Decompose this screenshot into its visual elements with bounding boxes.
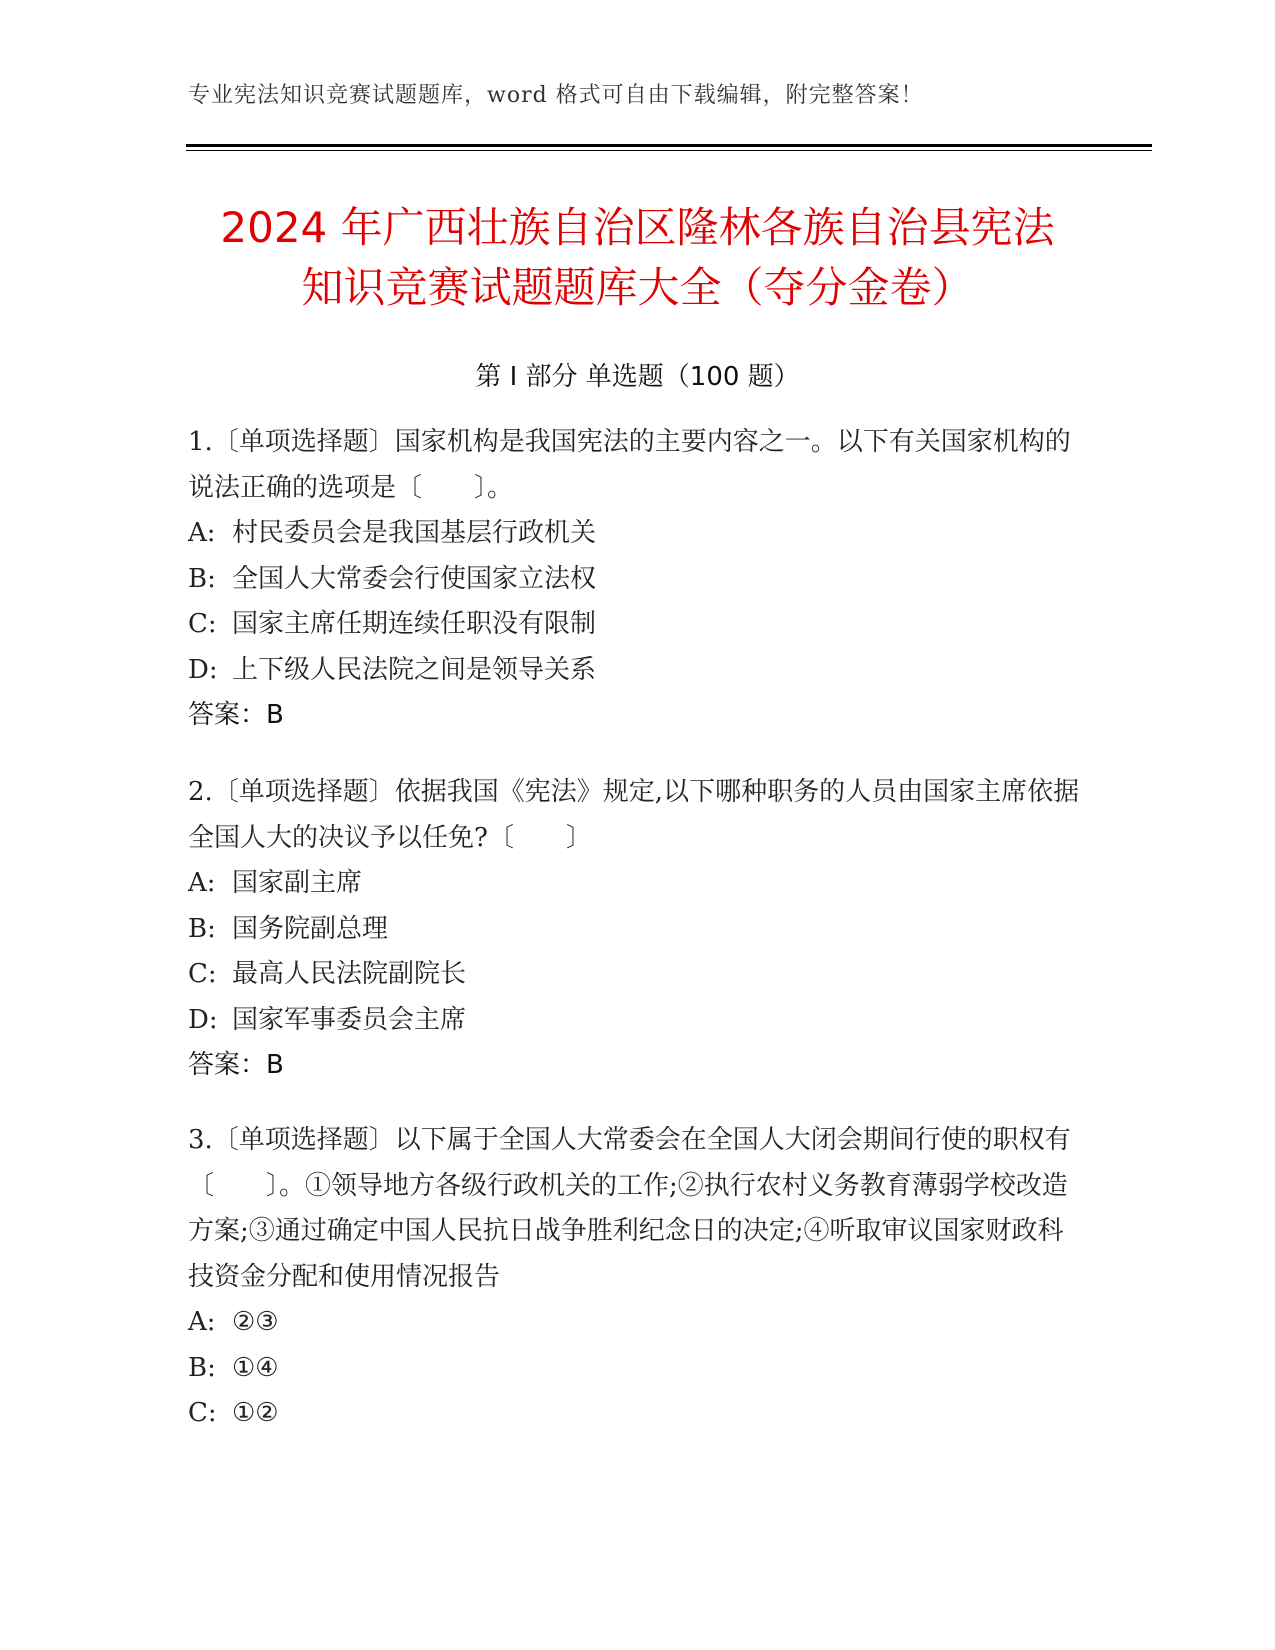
option-b	[188, 557, 1088, 603]
header-rule-thick	[186, 144, 1152, 147]
option-letter: A:	[188, 868, 216, 898]
option-text: 国家主席任期连续任职没有限制	[232, 609, 597, 639]
option-letter: C:	[188, 1398, 217, 1428]
option-a	[188, 861, 1088, 907]
header-rule-thin	[186, 150, 1152, 151]
option-text: 国家副主席	[232, 868, 363, 898]
option-letter: C:	[188, 959, 217, 989]
question-stem: 1.〔单项选择题〕国家机构是我国宪法的主要内容之一。以下有关国家机构的说法正确的选项是〔 〕。	[188, 427, 1071, 503]
option-text: ①④	[232, 1352, 279, 1383]
option-c	[188, 602, 1088, 648]
option-b	[188, 1346, 1088, 1392]
answer-line: 答案：B	[188, 1050, 284, 1080]
document-title-line-1: 2024 年广西壮族自治区隆林各族自治县宪法	[220, 203, 1055, 252]
question-stem: 2.〔单项选择题〕依据我国《宪法》规定,以下哪种职务的人员由国家主席依据全国人大的决议予以任免?〔 〕	[188, 777, 1080, 853]
option-letter: C:	[188, 609, 217, 639]
question-1	[188, 420, 1088, 739]
question-3	[188, 1118, 1088, 1437]
section-heading: 第 I 部分 单选题（100 题）	[475, 362, 800, 392]
document-title	[150, 198, 1125, 318]
option-text: ②③	[232, 1307, 279, 1337]
option-text: 村民委员会是我国基层行政机关	[232, 518, 597, 548]
option-b	[188, 907, 1088, 953]
option-a	[188, 1300, 1088, 1346]
option-text: 国务院副总理	[232, 913, 389, 944]
option-a	[188, 511, 1088, 557]
question-2	[188, 770, 1088, 1089]
option-text: 上下级人民法院之间是领导关系	[232, 654, 597, 685]
option-letter: B:	[188, 563, 216, 594]
option-letter: B:	[188, 1352, 216, 1383]
option-c	[188, 952, 1088, 998]
option-c	[188, 1391, 1088, 1437]
option-letter: A:	[188, 518, 216, 548]
option-letter: B:	[188, 913, 216, 944]
option-text: ①②	[232, 1398, 279, 1428]
option-d	[188, 998, 1088, 1044]
header-note: 专业宪法知识竞赛试题题库，word 格式可自由下载编辑，附完整答案！	[188, 83, 924, 108]
option-letter: D:	[188, 654, 218, 685]
option-text: 国家军事委员会主席	[232, 1004, 467, 1035]
option-d	[188, 648, 1088, 694]
option-letter: A:	[188, 1307, 216, 1337]
option-letter: D:	[188, 1004, 218, 1035]
option-text: 最高人民法院副院长	[232, 959, 467, 989]
option-text: 全国人大常委会行使国家立法权	[232, 563, 597, 594]
question-stem: 3.〔单项选择题〕以下属于全国人大常委会在全国人大闭会期间行使的职权有〔 〕。①领导地方各级行政机关的工作;②执行农村义务教育薄弱学校改造方案;③通过确定中国人民抗日战争胜利纪念日的决定;④听取审议国家财政科技资金分配和使用情况报告	[188, 1125, 1071, 1292]
answer-line: 答案：B	[188, 700, 284, 730]
document-title-line-2: 知识竞赛试题题库大全（夺分金卷）	[301, 263, 974, 312]
